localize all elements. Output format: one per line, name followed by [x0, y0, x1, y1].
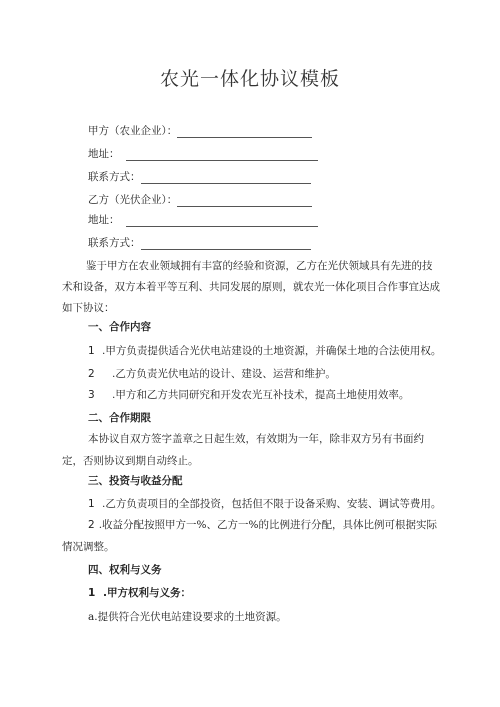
party-b-contact-blank — [141, 238, 311, 250]
item-number: 1 — [88, 498, 95, 510]
party-b-address-label: 地址： — [88, 214, 120, 226]
subheading-number: 1 — [88, 587, 96, 599]
section-1-item-1 — [88, 344, 441, 358]
section-1-heading: 一、合作内容 — [88, 321, 151, 333]
party-a-contact-field — [88, 170, 311, 184]
item-number: 2 — [88, 368, 95, 380]
party-a-address-blank — [126, 149, 318, 161]
section-2-paragraph: 本协议自双方签字盖章之日起生效，有效期为一年，除非双方另有书面约定，否则协议到期自动终止。 — [62, 433, 424, 467]
party-b-name-blank — [177, 195, 312, 207]
party-a-address-field — [88, 147, 318, 161]
section-3-item-2 — [62, 514, 442, 558]
party-b-name-label: 乙方（光伏企业）： — [88, 194, 178, 206]
item-number: 2 — [88, 519, 95, 531]
section-4-heading: 四、权利与义务 — [88, 564, 162, 576]
party-a-contact-blank — [141, 172, 311, 184]
section-4-item-a: a.提供符合光伏电站建设要求的土地资源。 — [88, 611, 287, 623]
item-number: 1 — [88, 345, 95, 357]
party-a-name-field — [88, 124, 312, 138]
party-b-address-blank — [126, 215, 318, 227]
party-b-contact-field — [88, 236, 311, 250]
item-text: .乙方负责项目的全部投资，包括但不限于设备采购、安装、调试等费用。 — [102, 498, 442, 510]
section-4-subheading — [88, 586, 191, 600]
section-3-item-1 — [88, 497, 441, 511]
party-b-name-field — [88, 193, 312, 207]
section-1-item-2 — [88, 367, 336, 381]
document-title: 农光一体化协议模板 — [159, 68, 340, 90]
party-a-address-label: 地址： — [88, 148, 120, 160]
item-number: 3 — [88, 389, 95, 401]
party-b-address-field — [88, 213, 318, 227]
item-text: .甲方和乙方共同研究和开发农光互补技术，提高土地使用效率。 — [112, 389, 410, 401]
party-a-contact-label: 联系方式： — [88, 171, 141, 183]
item-text: .甲方负责提供适合光伏电站建设的土地资源，并确保土地的合法使用权。 — [102, 345, 442, 357]
party-a-name-blank — [177, 126, 312, 138]
subheading-text: .甲方权利与义务： — [102, 587, 191, 599]
preamble-paragraph: 鉴于甲方在农业领域拥有丰富的经验和资源，乙方在光伏领域具有先进的技术和设备，双方本着平等互利、共同发展的原则，就农光一体化项目合作事宜达成如下协议： — [62, 260, 440, 314]
item-text: .收益分配按照甲方一%、乙方一%的比例进行分配，具体比例可根据实际情况调整。 — [62, 519, 437, 553]
party-b-contact-label: 联系方式： — [88, 237, 141, 249]
party-a-name-label: 甲方（农业企业）： — [88, 125, 178, 137]
item-text: .乙方负责光伏电站的设计、建设、运营和维护。 — [112, 368, 336, 380]
section-2-heading: 二、合作期限 — [88, 412, 151, 424]
section-3-heading: 三、投资与收益分配 — [88, 475, 183, 487]
section-1-item-3 — [88, 388, 409, 402]
